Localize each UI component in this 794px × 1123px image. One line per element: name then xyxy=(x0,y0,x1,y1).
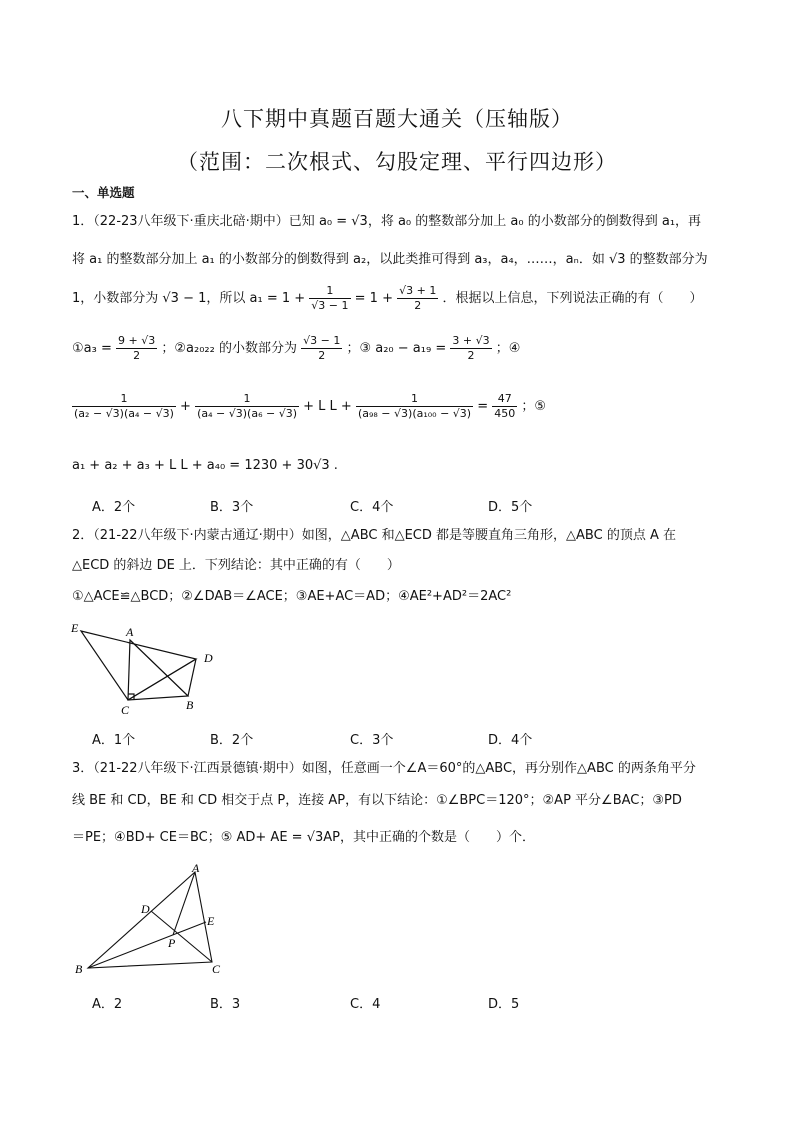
q3-option-a[interactable]: A．2 xyxy=(92,997,123,1012)
q2-label-b: B xyxy=(186,698,194,712)
q1-sum-term-1: $\frac{1}{\text{(a₂ − √3)(a₄ − √3)}}$ xyxy=(74,392,174,420)
q1-line-3-text-b: = 1 + xyxy=(354,291,393,306)
q1-statement-4-label: ；④ xyxy=(495,341,521,356)
q3-label-p: P xyxy=(168,936,176,950)
q3-label-e: E xyxy=(207,914,215,928)
q1-sum-equals: = xyxy=(477,399,489,414)
q3-label-d: D xyxy=(141,902,150,916)
q1-statement-5-label: ；⑤ xyxy=(521,399,547,414)
q1-statement-2-label: ；②a₂₀₂₂ 的小数部分为 xyxy=(161,341,297,356)
q1-option-d[interactable]: D．5个 xyxy=(488,500,533,515)
q2-triangle-acb xyxy=(128,640,188,700)
q1-sum-result: $\frac{47}{450}$ xyxy=(494,392,516,420)
q1-line-3 xyxy=(72,284,703,313)
document-subtitle: （范围：二次根式、勾股定理、平行四边形） xyxy=(177,150,617,174)
q1-sum-ellipsis: + L L + xyxy=(303,399,352,414)
q2-label-e: E xyxy=(71,621,79,635)
q1-option-a[interactable]: A．2个 xyxy=(92,500,136,515)
section-heading: 一、单选题 xyxy=(72,185,135,200)
q2-label-a: A xyxy=(126,625,134,639)
q3-bisector-cd xyxy=(151,911,212,962)
q2-label-c: C xyxy=(121,703,130,717)
q3-option-d[interactable]: D．5 xyxy=(488,997,520,1012)
q2-triangle-ecd xyxy=(81,631,196,700)
q3-label-b: B xyxy=(75,962,83,976)
q1-sum-term-2: $\frac{1}{\text{(a₄ − √3)(a₆ − √3)}}$ xyxy=(197,392,297,420)
q1-line-1: 1．（22-23八年级下·重庆北碚·期中）已知 a₀ = √3，将 a₀ 的整数部分加上 a₀ 的小数部分的倒数得到 a₁，再 xyxy=(72,214,702,229)
q2-option-a[interactable]: A．1个 xyxy=(92,733,136,748)
q2-label-d: D xyxy=(204,651,213,665)
q3-bisector-be xyxy=(88,922,206,968)
q3-option-b[interactable]: B．3 xyxy=(210,997,241,1012)
q1-statement-1-label: ①a₃ = xyxy=(72,341,112,356)
q3-triangle-abc xyxy=(88,872,212,968)
q1-statement-2-fraction: $\frac{√3 - 1}{2}$ xyxy=(303,334,341,362)
q1-statement-5: a₁ + a₂ + a₃ + L L + a₄₀ = 1230 + 30√3 . xyxy=(72,458,338,473)
document-title: 八下期中真题百题大通关（压轴版） xyxy=(221,107,573,131)
q1-statements-line xyxy=(72,334,520,363)
q3-line-1: 3．（21-22八年级下·江西景德镇·期中）如图，任意画一个∠A＝60°的△ABC，再分别作△ABC 的两条角平分 xyxy=(72,761,696,776)
q1-fraction-1: $\frac{1}{√3 - 1}$ xyxy=(311,284,349,312)
q1-statement-3-label: ；③ a₂₀ − a₁₉ = xyxy=(346,341,447,356)
q3-line-3: ＝PE；④BD+ CE＝BC；⑤ AD+ AE = √3AP，其中正确的个数是（ ）个． xyxy=(72,830,535,845)
q2-options xyxy=(0,729,794,747)
q3-figure xyxy=(70,864,240,984)
q2-line-2: △ECD 的斜边 DE 上．下列结论：其中正确的有（ ） xyxy=(72,558,400,573)
q3-option-c[interactable]: C．4 xyxy=(350,997,381,1012)
q1-option-c[interactable]: C．4个 xyxy=(350,500,394,515)
q3-line-2: 线 BE 和 CD，BE 和 CD 相交于点 P，连接 AP，有以下结论：①∠BPC＝120°；②AP 平分∠BAC；③PD xyxy=(72,793,682,808)
q3-label-a: A xyxy=(192,864,200,875)
q2-figure xyxy=(66,618,226,718)
q1-line-2: 将 a₁ 的整数部分加上 a₁ 的小数部分的倒数得到 a₂，以此类推可得到 a₃，a₄，……，aₙ．如 √3 的整数部分为 xyxy=(72,252,708,267)
q2-option-c[interactable]: C．3个 xyxy=(350,733,394,748)
q1-statement-3-fraction: $\frac{3 + √3}{2}$ xyxy=(452,334,490,362)
q1-options xyxy=(0,496,794,514)
q1-sum-term-3: $\frac{1}{\text{(a₉₈ − √3)(a₁₀₀ − √3)}}$ xyxy=(357,392,472,420)
q1-statement-1-fraction: $\frac{9 + √3}{2}$ xyxy=(118,334,156,362)
q1-option-b[interactable]: B．3个 xyxy=(210,500,254,515)
q3-label-c: C xyxy=(212,962,221,976)
q3-options xyxy=(0,993,794,1011)
q2-option-d[interactable]: D．4个 xyxy=(488,733,533,748)
q2-line-1: 2．（21-22八年级下·内蒙古通辽·期中）如图，△ABC 和△ECD 都是等腰直角三角形，△ABC 的顶点 A 在 xyxy=(72,528,676,543)
q1-statement-4-line: $\frac{1}{\text{(a₂ − √3)(a₄ − √3)}}$ + $\frac{1}{\text{(a₄ − √3)(a₆ − √3)}}$ + L L + $\frac{1}{\text{(a₉₈ − √3)(a₁₀₀ − √3)}}$ = $\frac{47}{450}$ ；⑤ xyxy=(74,392,547,420)
q1-line-3-text-c: ．根据以上信息，下列说法正确的有（ ） xyxy=(442,291,703,306)
q2-line-3: ①△ACE≌△BCD；②∠DAB＝∠ACE；③AE+AC＝AD；④AE²+AD²＝2AC² xyxy=(72,589,512,604)
q2-option-b[interactable]: B．2个 xyxy=(210,733,254,748)
q1-fraction-2: $\frac{√3 + 1}{2}$ xyxy=(399,284,437,312)
q1-line-3-text-a: 1，小数部分为 √3 − 1，所以 a₁ = 1 + xyxy=(72,291,306,306)
